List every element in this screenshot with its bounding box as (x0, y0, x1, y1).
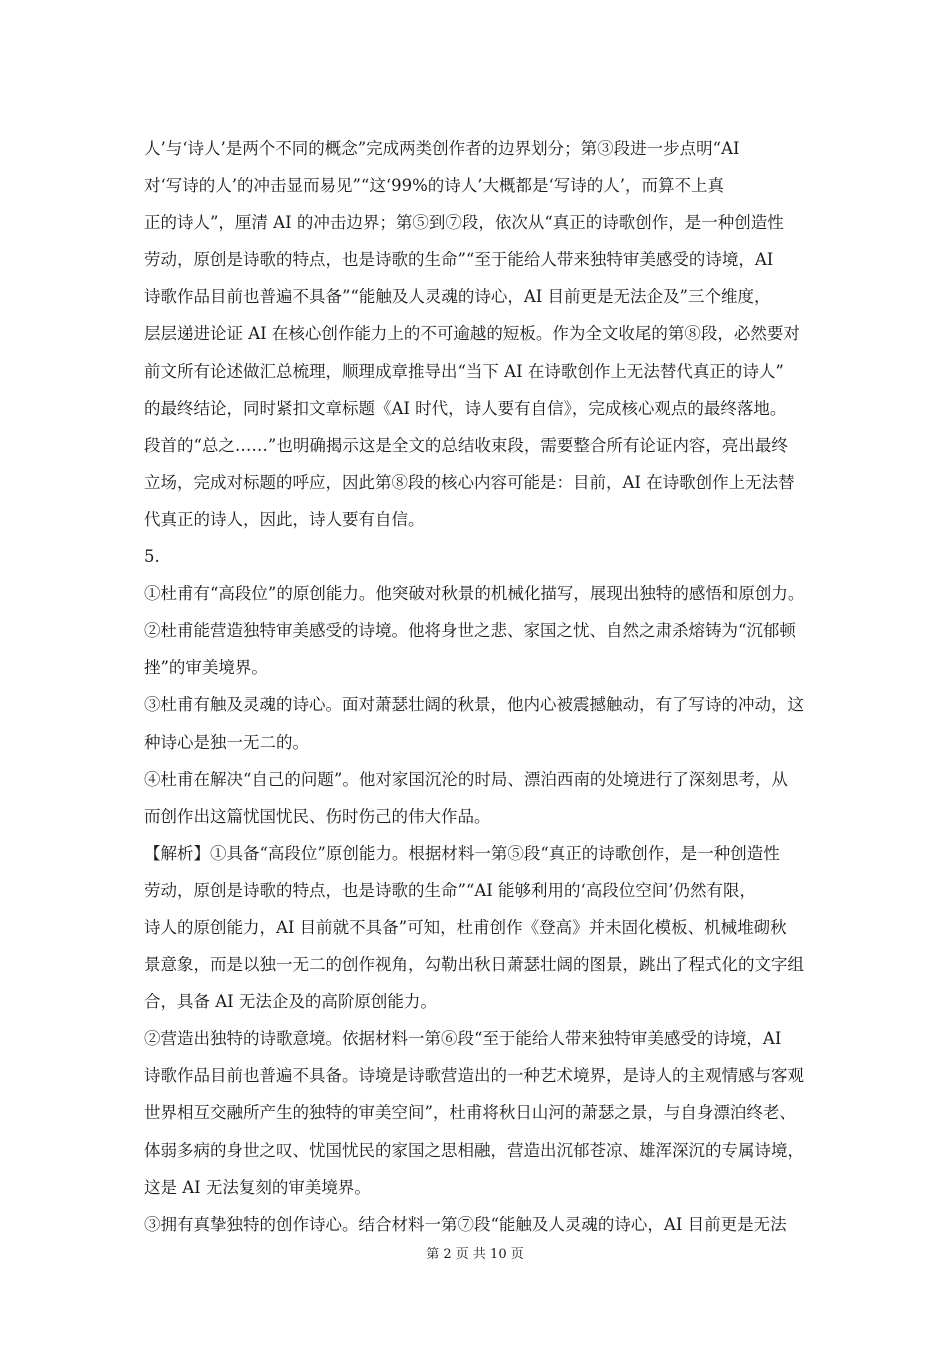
text-line: 合，具备 AI 无法企及的高阶原创能力。 (144, 992, 437, 1012)
answer-point-3: ③杜甫有触及灵魂的诗心。面对萧瑟壮阔的秋景，他内心被震撼触动，有了写诗的冲动，这 (144, 695, 804, 715)
text-line: 段首的“总之……”也明确揭示这是全文的总结收束段，需要整合所有论证内容，亮出最终 (144, 435, 788, 455)
text-line: 劳动，原创是诗歌的特点，也是诗歌的生命”“至于能给人带来独特审美感受的诗境，AI (144, 250, 774, 270)
text-line: 劳动，原创是诗歌的特点，也是诗歌的生命”“AI 能够利用的‘高段位空间’仍然有限， (144, 880, 757, 900)
question-number: 5. (144, 547, 160, 567)
analysis-heading-line: 【解析】①具备“高段位”原创能力。根据材料一第⑤段“真正的诗歌创作，是一种创造性 (144, 843, 780, 863)
text-line: 对‘写诗的人’的冲击显而易见”“这‘99%的诗人’大概都是‘写诗的人’，而算不上真 (144, 176, 725, 196)
answer-point-1: ①杜甫有“高段位”的原创能力。他突破对秋景的机械化描写，展现出独特的感悟和原创力。 (144, 584, 805, 604)
text-line: 世界相互交融所产生的独特的审美空间”，杜甫将秋日山河的萧瑟之景，与自身漂泊终老、 (144, 1103, 796, 1123)
text-line: 挫”的审美境界。 (144, 658, 268, 678)
analysis-point-3: ③拥有真挚独特的创作诗心。结合材料一第⑦段“能触及人灵魂的诗心，AI 目前更是无法 (144, 1214, 787, 1234)
text-line: 人’与‘诗人’是两个不同的概念”完成两类创作者的边界划分；第③段进一步点明“AI (144, 139, 740, 158)
text-line: 种诗心是独一无二的。 (144, 732, 309, 752)
text-line: 立场，完成对标题的呼应，因此第⑧段的核心内容可能是：目前，AI 在诗歌创作上无法替 (144, 472, 795, 492)
text-line: 体弱多病的身世之叹、忧国忧民的家国之思相融，营造出沉郁苍凉、雄浑深沉的专属诗境， (144, 1140, 804, 1160)
text-line: 这是 AI 无法复刻的审美境界。 (144, 1177, 371, 1197)
text-line: 诗人的原创能力，AI 目前就不具备”可知，杜甫创作《登高》并未固化模板、机械堆砌秋 (144, 917, 787, 937)
answer-point-4: ④杜甫在解决“自己的问题”。他对家国沉沦的时局、漂泊西南的处境进行了深刻思考，从 (144, 769, 788, 789)
text-line: 正的诗人”，厘清 AI 的冲击边界；第⑤到⑦段，依次从“真正的诗歌创作，是一种创造性 (144, 213, 784, 233)
text-line: 诗歌作品目前也普遍不具备。诗境是诗歌营造出的一种艺术境界，是诗人的主观情感与客观 (144, 1066, 804, 1086)
text-line: 代真正的诗人，因此，诗人要有自信。 (144, 509, 425, 529)
text-line: 层层递进论证 AI 在核心创作能力上的不可逾越的短板。作为全文收尾的第⑧段，必然要对 (144, 324, 800, 344)
analysis-point-2: ②营造出独特的诗歌意境。依据材料一第⑥段“至于能给人带来独特审美感受的诗境，AI (144, 1029, 782, 1049)
text-line: 的最终结论，同时紧扣文章标题《AI 时代，诗人要有自信》，完成核心观点的最终落地。 (144, 398, 787, 418)
text-line: 前文所有论述做汇总梳理，顺理成章推导出“当下 AI 在诗歌创作上无法替代真正的诗人” (144, 361, 784, 381)
answer-point-2: ②杜甫能营造独特审美感受的诗境。他将身世之悲、家国之忧、自然之肃杀熔铸为“沉郁顿 (144, 621, 796, 641)
text-line: 景意象，而是以独一无二的创作视角，勾勒出秋日萧瑟壮阔的图景，跳出了程式化的文字组 (144, 955, 804, 975)
page-body (144, 130, 820, 1243)
text-line: 而创作出这篇忧国忧民、伤时伤己的伟大作品。 (144, 806, 491, 826)
text-line: 诗歌作品目前也普遍不具备”“能触及人灵魂的诗心，AI 目前更是无法企及”三个维度， (144, 287, 771, 307)
page-footer: 第 2 页 共 10 页 (426, 1247, 524, 1262)
